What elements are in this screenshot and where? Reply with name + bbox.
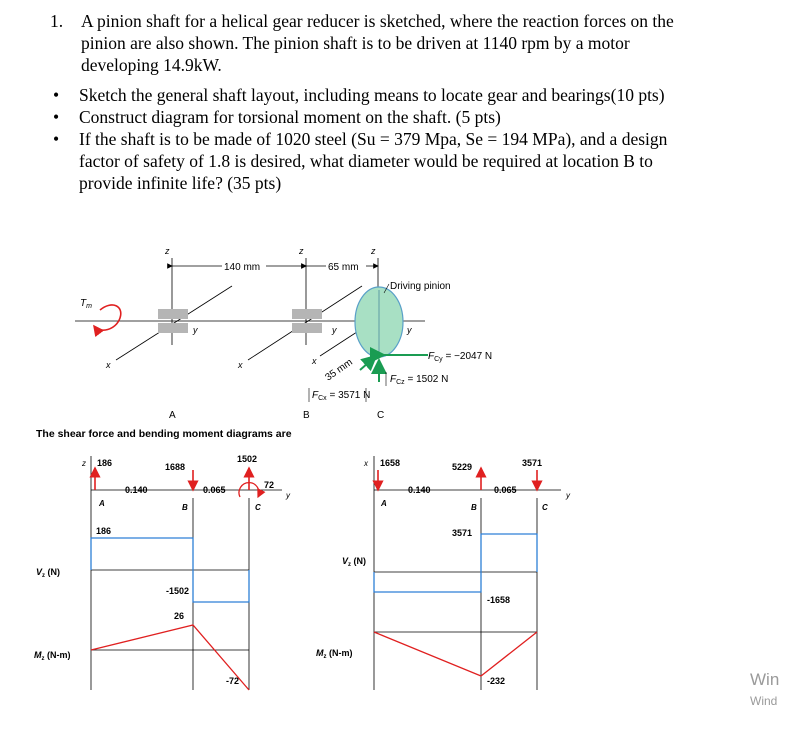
intro-line-1: A pinion shaft for a helical gear reducer is sketched, where the reaction forces on the — [81, 11, 674, 31]
left-moment-label: $M_z$ (N-m) — [34, 650, 71, 662]
force-cx-label: $F_{Cx} = 3571$ N — [312, 390, 371, 402]
point-a-label: A — [169, 410, 176, 421]
tm-label: $T_m$ — [80, 298, 92, 310]
x-label-c: x — [312, 356, 317, 366]
x-axis-c — [320, 330, 360, 356]
problem-number: 1. — [50, 11, 64, 31]
left-load-c: 1502 — [237, 454, 258, 464]
left-len-bc: 0.065 — [203, 485, 226, 495]
left-axis-y: y — [286, 491, 290, 500]
left-axis-top: z — [82, 459, 86, 468]
watermark-line-2: Wind — [750, 694, 778, 708]
left-moment-neg: -72 — [226, 676, 240, 686]
point-b-label: B — [303, 410, 310, 421]
task-text: Construct diagram for torsional moment on the shaft. (5 pts) — [79, 107, 501, 127]
right-load-a: 1658 — [380, 458, 401, 468]
left-pt-b: B — [182, 503, 188, 512]
point-c-label: C — [377, 410, 385, 421]
left-load-a: 186 — [97, 458, 113, 468]
left-load-b: 1688 — [165, 462, 186, 472]
left-moment-mid: 26 — [174, 611, 185, 621]
right-pt-b: B — [471, 503, 477, 512]
right-pt-c: C — [542, 503, 548, 512]
z-label-a: z — [165, 246, 170, 256]
right-axis-top: x — [364, 459, 368, 468]
x-label-a: x — [106, 360, 111, 370]
intro-line-2: pinion are also shown. The pinion shaft is to be driven at 1140 rpm by a motor — [81, 33, 630, 53]
left-len-ab: 0.140 — [125, 485, 148, 495]
left-moment-c: 72 — [264, 480, 275, 490]
task-text: If the shaft is to be made of 1020 steel (Su = 379 Mpa, Se = 194 MPa), and a design — [79, 129, 668, 149]
bearing-b — [292, 309, 322, 319]
task-text: Sketch the general shaft layout, including means to locate gear and bearings(10 pts) — [79, 85, 665, 105]
right-len-bc: 0.065 — [494, 485, 517, 495]
right-moment-label: $M_z$ (N-m) — [316, 648, 353, 660]
diagram-caption: The shear force and bending moment diagrams are — [36, 428, 292, 440]
left-load-diagram — [34, 454, 291, 690]
watermark-line-1: Win — [750, 670, 780, 689]
y-label-c: y — [407, 325, 412, 335]
shaft-sketch — [75, 246, 492, 421]
force-cx-arrow — [360, 356, 376, 370]
right-pt-a: A — [381, 499, 387, 508]
left-pt-a: A — [99, 499, 105, 508]
right-axis-y: y — [566, 491, 570, 500]
right-load-c: 3571 — [522, 458, 543, 468]
right-shear-neg: -1658 — [487, 595, 511, 605]
dim-gear-label: 35 mm — [323, 356, 355, 384]
bullet-glyph: • — [53, 85, 60, 105]
right-load-b: 5229 — [452, 462, 473, 472]
y-label-b: y — [332, 325, 337, 335]
intro-line-3: developing 14.9kW. — [81, 55, 222, 75]
right-shear-curve — [374, 534, 537, 592]
right-shear-label: $V_z$ (N) — [342, 556, 367, 568]
right-len-ab: 0.140 — [408, 485, 431, 495]
force-cy-label: $F_{Cy} = -2047$ N — [428, 351, 493, 363]
z-label-c: z — [371, 246, 376, 256]
right-moment-curve — [374, 632, 537, 676]
bearing-a-lower — [158, 323, 188, 333]
force-cz-label: $F_{Cz} = 1502$ N — [390, 374, 449, 386]
right-shear-pos: 3571 — [452, 528, 473, 538]
x-label-b: x — [238, 360, 243, 370]
bearing-a — [158, 309, 188, 319]
dim-bc-label: 65 mm — [328, 262, 359, 273]
task-text: factor of safety of 1.8 is desired, what diameter would be required at location B to — [79, 151, 653, 171]
bullet-glyph: • — [53, 107, 60, 127]
torque-arrow-icon — [94, 305, 121, 330]
left-pt-c: C — [255, 503, 261, 512]
dim-ab-label: 140 mm — [224, 262, 261, 273]
bearing-b-lower — [292, 323, 322, 333]
z-label-b: z — [299, 246, 304, 256]
y-label-a: y — [193, 325, 198, 335]
left-shear-pos: 186 — [96, 526, 112, 536]
right-moment-neg: -232 — [487, 676, 506, 686]
task-text: provide infinite life? (35 pts) — [79, 173, 282, 193]
bullet-glyph: • — [53, 129, 60, 149]
left-shear-label: $V_z$ (N) — [36, 567, 61, 579]
pinion-label: Driving pinion — [390, 281, 451, 292]
right-load-diagram — [316, 456, 571, 690]
left-shear-neg: -1502 — [166, 586, 190, 596]
